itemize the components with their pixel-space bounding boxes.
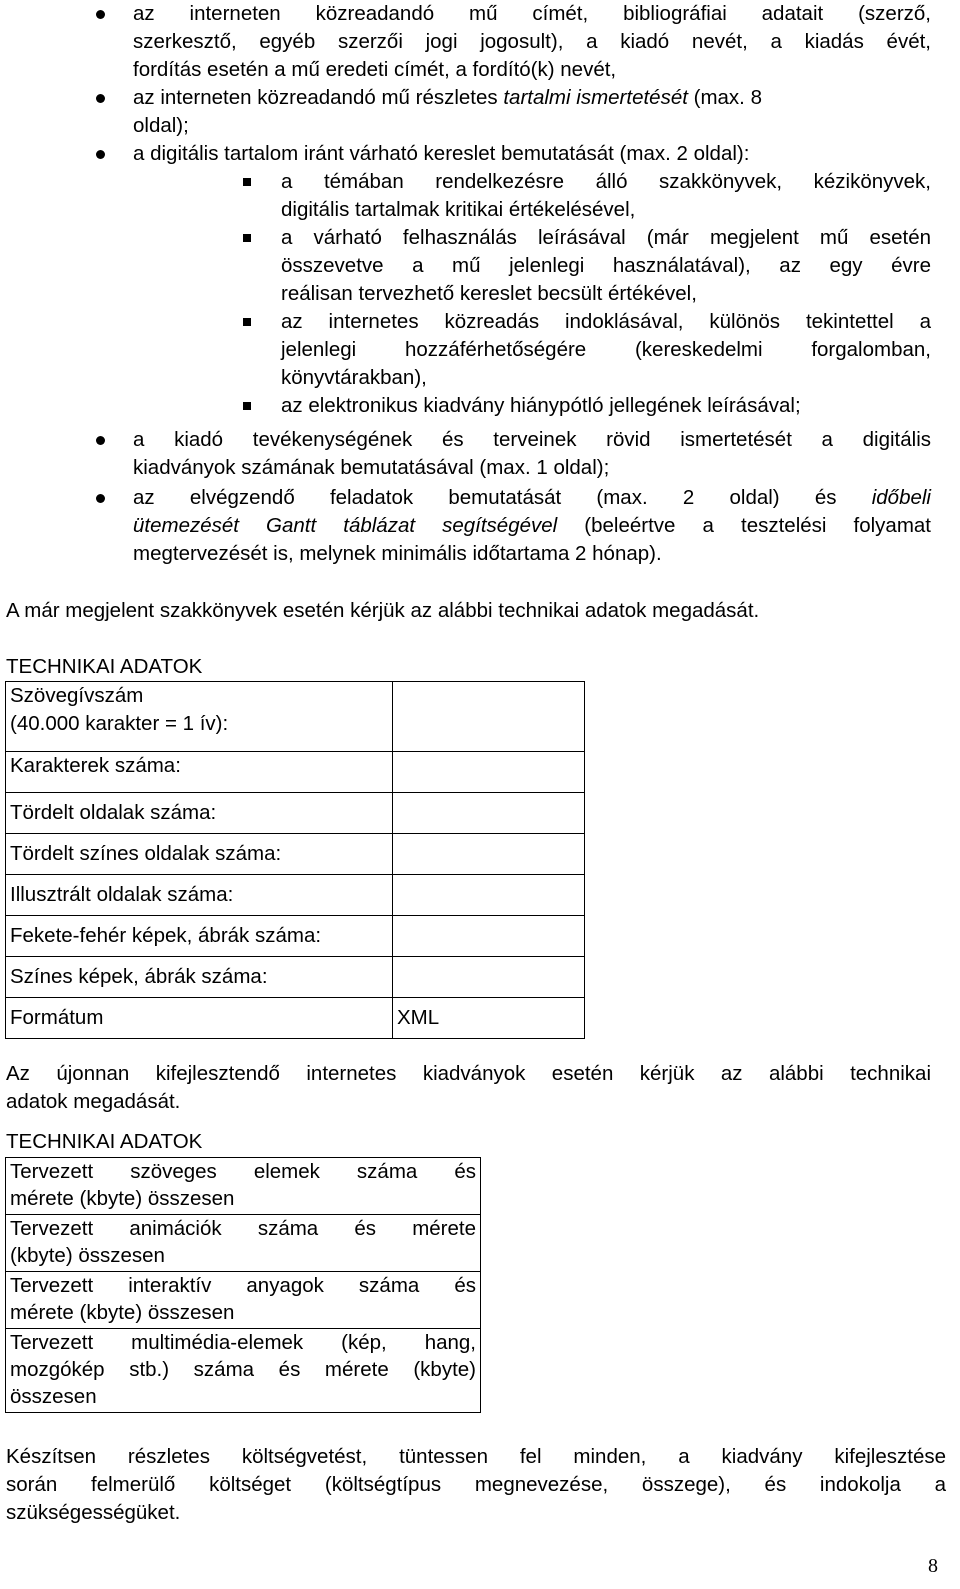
bullet-text: az interneten közreadandó mű címét, bibliográfiai adatait (szerző, (133, 2, 931, 25)
paragraph: Készítsen részletes költségvetést, tüntessen fel minden, a kiadvány kifejlesztése (6, 1445, 946, 1468)
table-label-cell: Színes képek, ábrák száma: (6, 957, 393, 998)
table-value-cell[interactable] (393, 957, 585, 998)
subbullet-text: reálisan tervezhető kereslet becsült értékével, (281, 282, 697, 305)
bullet-dot (96, 10, 105, 19)
table-row (6, 957, 585, 998)
square-bullet (243, 234, 251, 242)
paragraph: során felmerülő költséget (költségtípus megnevezése, összege), és indokolja a (6, 1473, 946, 1496)
table-value-cell[interactable]: XML (393, 998, 585, 1039)
subbullet-text: az internetes közreadás indoklásával, különös tekintettel a (281, 310, 931, 333)
bullet-text-italic: ütemezését Gantt táblázat segítségével (133, 514, 558, 537)
table-label-cell: Tervezett interaktív anyagok száma és mérete (kbyte) összesen (6, 1272, 481, 1329)
subbullet-text: digitális tartalmak kritikai értékelésével, (281, 198, 636, 221)
bullet-dot (96, 94, 105, 103)
bullet-text (133, 514, 931, 538)
table-value-cell[interactable] (393, 875, 585, 916)
table-value-cell[interactable] (393, 752, 585, 793)
table-row (6, 1158, 481, 1215)
bullet-dot (96, 494, 105, 503)
paragraph: adatok megadását. (6, 1090, 181, 1113)
bullet-dot (96, 436, 105, 445)
table-label-cell: Illusztrált oldalak száma: (6, 875, 393, 916)
bullet-text: a kiadó tevékenységének és terveinek rövid ismertetését a digitális (133, 428, 931, 451)
planned-technical-data-table (5, 1157, 481, 1413)
bullet-text (133, 86, 762, 110)
table-row (6, 1215, 481, 1272)
bullet-text-part: (beleértve a tesztelési folyamat (557, 514, 931, 537)
table-label-cell: Tördelt színes oldalak száma: (6, 834, 393, 875)
table-label-cell: Szövegívszám (40.000 karakter = 1 ív): (6, 682, 393, 752)
page-number: 8 (928, 1555, 938, 1577)
subbullet-text: a várható felhasználás leírásával (már megjelent mű esetén (281, 226, 931, 249)
subbullet-text: jelenlegi hozzáférhetőségére (kereskedelmi forgalomban, (281, 338, 931, 361)
table-heading: TECHNIKAI ADATOK (6, 655, 203, 678)
table-row (6, 1329, 481, 1413)
table-row (6, 793, 585, 834)
bullet-text-part: (max. 8 (687, 86, 762, 109)
bullet-text: fordítás esetén a mű eredeti címét, a fordító(k) nevét, (133, 58, 617, 81)
square-bullet (243, 402, 251, 410)
bullet-text-italic: tartalmi ismertetését (503, 86, 688, 109)
table-row (6, 834, 585, 875)
bullet-text (133, 486, 931, 510)
square-bullet (243, 318, 251, 326)
table-value-cell[interactable] (393, 682, 585, 752)
bullet-text: kiadványok számának bemutatásával (max. 1 oldal); (133, 456, 610, 479)
bullet-dot (96, 150, 105, 159)
paragraph: A már megjelent szakkönyvek esetén kérjük az alábbi technikai adatok megadását. (6, 599, 760, 622)
table-value-cell[interactable] (393, 834, 585, 875)
table-label-cell: Tervezett szöveges elemek száma és mérete (kbyte) összesen (6, 1158, 481, 1215)
subbullet-text: a témában rendelkezésre álló szakkönyvek, kézikönyvek, (281, 170, 931, 193)
table-row (6, 752, 585, 793)
bullet-text: a digitális tartalom iránt várható kereslet bemutatását (max. 2 oldal): (133, 142, 750, 165)
table-row (6, 1272, 481, 1329)
paragraph: szükségességüket. (6, 1501, 181, 1524)
table-label-cell: Fekete-fehér képek, ábrák száma: (6, 916, 393, 957)
table-row (6, 998, 585, 1039)
table-value-cell[interactable] (393, 916, 585, 957)
table-row (6, 875, 585, 916)
bullet-text-part: az interneten közreadandó mű részletes (133, 86, 504, 109)
bullet-text: oldal); (133, 114, 189, 137)
paragraph: Az újonnan kifejlesztendő internetes kiadványok esetén kérjük az alábbi technikai (6, 1062, 931, 1085)
subbullet-text: könyvtárakban), (281, 366, 427, 389)
table-label-cell: Tervezett animációk száma és mérete (kbyte) összesen (6, 1215, 481, 1272)
table-row (6, 916, 585, 957)
table-heading: TECHNIKAI ADATOK (6, 1130, 203, 1153)
table-row (6, 682, 585, 752)
subbullet-text: összevetve a mű jelenlegi használatával), az egy évre (281, 254, 931, 277)
bullet-text: szerkesztő, egyéb szerzői jogi jogosult), a kiadó nevét, a kiadás évét, (133, 30, 931, 53)
table-label-cell: Tervezett multimédia-elemek (kép, hang, mozgókép stb.) száma és mérete (kbyte) összesen (6, 1329, 481, 1413)
table-value-cell[interactable] (393, 793, 585, 834)
bullet-text: megtervezését is, melynek minimális időtartama 2 hónap). (133, 542, 662, 565)
square-bullet (243, 178, 251, 186)
bullet-text-part: az elvégzendő feladatok bemutatását (max. 2 oldal) és (133, 486, 872, 509)
technical-data-table (5, 681, 585, 1039)
bullet-text-italic: időbeli (871, 486, 931, 509)
table-label-cell: Karakterek száma: (6, 752, 393, 793)
subbullet-text: az elektronikus kiadvány hiánypótló jellegének leírásával; (281, 394, 801, 417)
table-label-cell: Tördelt oldalak száma: (6, 793, 393, 834)
table-label-cell: Formátum (6, 998, 393, 1039)
